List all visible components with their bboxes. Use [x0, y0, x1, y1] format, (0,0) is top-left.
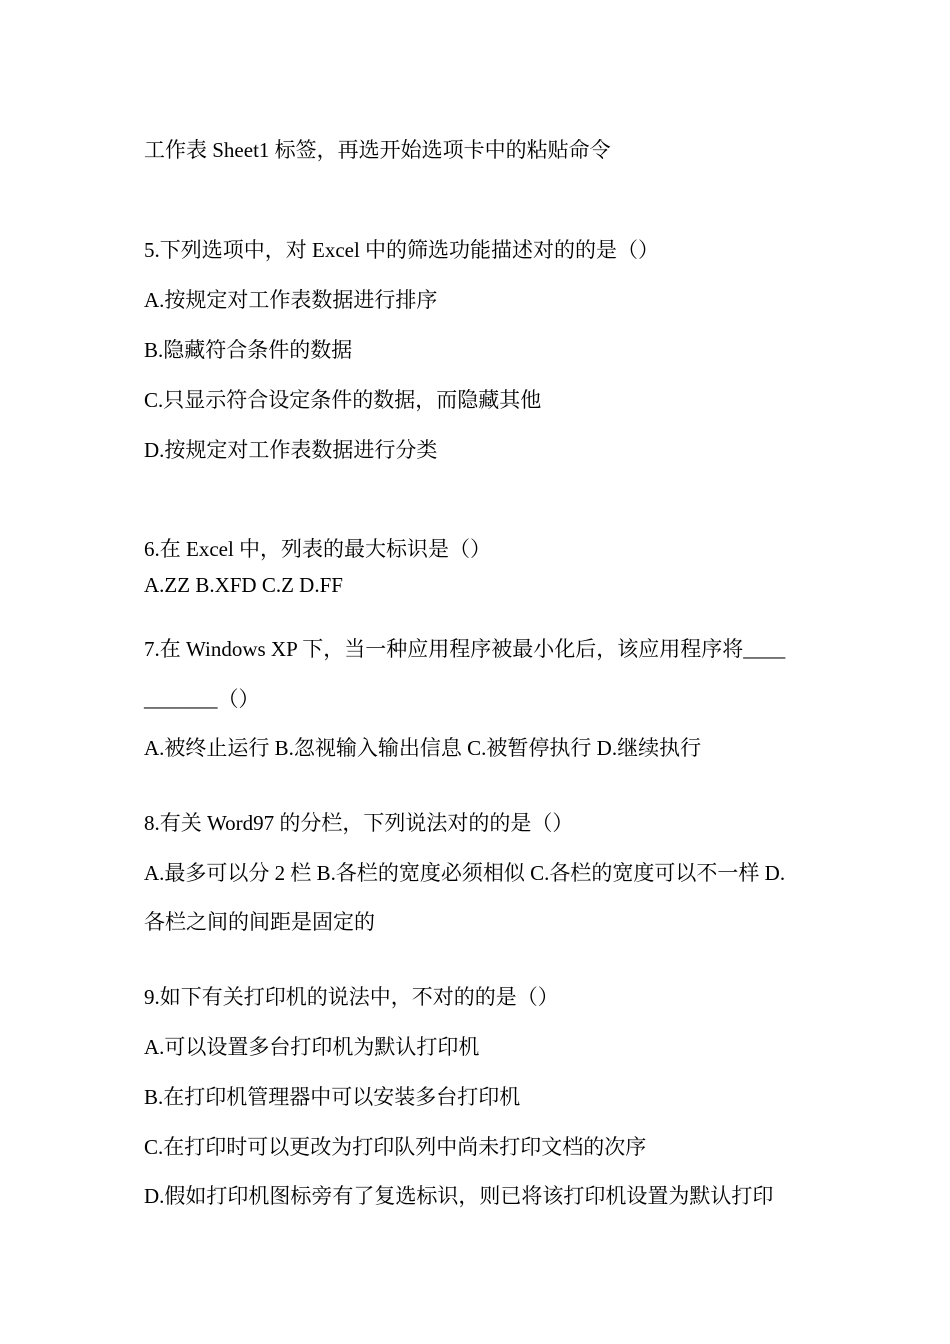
question-8-options-line-1: A.最多可以分 2 栏 B.各栏的宽度必须相似 C.各栏的宽度可以不一样 D.: [144, 861, 786, 885]
question-5-option-b: B.隐藏符合条件的数据: [144, 338, 353, 362]
question-9-option-d: D.假如打印机图标旁有了复选标识，则已将该打印机设置为默认打印: [144, 1184, 774, 1208]
question-5-option-d: D.按规定对工作表数据进行分类: [144, 438, 438, 462]
question-9-stem: 9.如下有关打印机的说法中，不对的的是（）: [144, 985, 559, 1009]
question-7-stem-line-2: _______（）: [144, 687, 260, 711]
question-9-option-b: B.在打印机管理器中可以安装多台打印机: [144, 1085, 521, 1109]
question-9-option-c: C.在打印时可以更改为打印队列中尚未打印文档的次序: [144, 1135, 647, 1159]
question-9-option-a: A.可以设置多台打印机为默认打印机: [144, 1035, 480, 1059]
question-8-options-line-2: 各栏之间的间距是固定的: [144, 910, 375, 934]
question-5-stem: 5.下列选项中，对 Excel 中的筛选功能描述对的的是（）: [144, 238, 660, 262]
question-7-options: A.被终止运行 B.忽视输入输出信息 C.被暂停执行 D.继续执行: [144, 736, 702, 760]
continuation-text: 工作表 Sheet1 标签，再选开始选项卡中的粘贴命令: [144, 138, 611, 162]
question-5-option-c: C.只显示符合设定条件的数据，而隐藏其他: [144, 388, 542, 412]
question-7-stem-line-1: 7.在 Windows XP 下，当一种应用程序被最小化后，该应用程序将____: [144, 637, 786, 661]
question-6-options: A.ZZ B.XFD C.Z D.FF: [144, 573, 343, 597]
question-5-option-a: A.按规定对工作表数据进行排序: [144, 288, 438, 312]
question-6-stem: 6.在 Excel 中，列表的最大标识是（）: [144, 537, 492, 561]
question-8-stem: 8.有关 Word97 的分栏，下列说法对的的是（）: [144, 811, 574, 835]
